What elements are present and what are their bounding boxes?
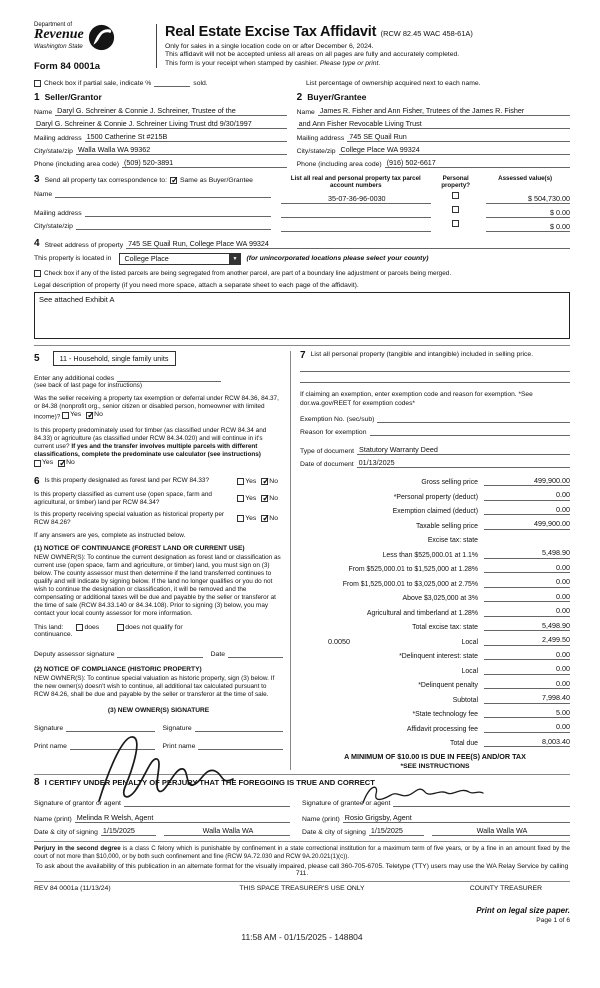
correspondence-name-input[interactable]: [55, 189, 270, 198]
partial-sale-label: Check box if partial sale, indicate %: [44, 80, 152, 87]
tax-line: Agricultural and timberland at 1.28% 0.00: [366, 606, 570, 617]
grantee-date-input[interactable]: 1/15/2025: [369, 827, 424, 836]
tax-line: From $1,525,000.01 to $3,025,000 at 2.75% 0.00: [342, 577, 570, 588]
partial-sale-checkbox[interactable]: [34, 80, 41, 87]
buyer-phone-label: Phone (including area code): [296, 161, 382, 168]
forest-land-no-checkbox[interactable]: [261, 478, 268, 485]
reason-exemption-label: Reason for exemption: [300, 428, 367, 436]
washington-state-label: Washington State: [34, 42, 83, 50]
partial-sale-percent-input[interactable]: [154, 79, 190, 87]
seller-phone-input[interactable]: (509) 520-3891: [122, 159, 287, 168]
parcel-table: [281, 175, 570, 232]
tax-line-value[interactable]: 499,900.00: [484, 519, 570, 530]
seller-mailing-label: Mailing address: [34, 135, 82, 142]
land-qualify-row: This land: does does not qualify for: [34, 623, 183, 631]
segregated-checkbox[interactable]: [34, 270, 41, 277]
tax-line: *Delinquent interest: state 0.00: [399, 649, 570, 661]
parcel-row: [281, 190, 570, 204]
see-instructions-note: *SEE INSTRUCTIONS: [400, 763, 470, 771]
deputy-date-label: Date: [210, 651, 225, 659]
tax-line-value[interactable]: 0.00: [484, 650, 570, 661]
sold-label: sold.: [193, 80, 208, 87]
date-of-document-input[interactable]: 01/13/2025: [357, 459, 570, 468]
segregated-label: Check box if any of the listed parcels are being segregated from another parcel, are part of a boundary line adjustment or parcels being merged.: [44, 269, 452, 277]
historic-property-question: Is this property receiving special valuation as historical property per RCW 84.26?: [34, 510, 225, 526]
buyer-name-label: Name: [296, 109, 315, 116]
reason-exemption-input[interactable]: [370, 427, 571, 436]
buyer-csz-label: City/state/zip: [296, 148, 336, 155]
owner-signature-input[interactable]: [66, 723, 154, 732]
location-dropdown[interactable]: [119, 253, 241, 265]
seller-csz-label: City/state/zip: [34, 148, 73, 155]
land-does-checkbox[interactable]: [76, 624, 83, 631]
owner-print-name-input[interactable]: [70, 741, 155, 750]
seller-name-input-2[interactable]: Daryl G. Schreiner & Connie J. Schreiner Living Trust dtd 9/30/1997: [34, 120, 287, 129]
buyer-mailing-label: Mailing address: [296, 135, 345, 142]
grantee-city-input[interactable]: Walla Walla WA: [432, 827, 570, 836]
minimum-due-note: A MINIMUM OF $10.00 IS DUE IN FEE(S) AND/OR TAX: [344, 752, 526, 762]
grantor-signature-input[interactable]: [124, 798, 290, 807]
buyer-title: Buyer/Grantee: [307, 92, 367, 102]
dor-logo-icon: [88, 24, 115, 56]
tax-line: Gross selling price 499,900.00: [421, 475, 570, 487]
historic-no-checkbox[interactable]: [261, 515, 268, 522]
date-of-document-label: Date of document: [300, 460, 354, 468]
correspondence-csz-input[interactable]: [76, 221, 271, 230]
alternate-format-note: To ask about the availability of this publication in an alternate format for the visually impaired, please call 360-705-6705. Teletype (TTY) users may use the WA Relay Service by calling 711.: [35, 863, 569, 878]
personal-property-input-2[interactable]: [300, 374, 570, 383]
parcel-row: [281, 218, 570, 232]
assessed-value-input[interactable]: $ 504,730.00: [486, 195, 570, 204]
tax-line-value[interactable]: 0.00: [484, 606, 570, 617]
seller-csz-input[interactable]: Walla Walla WA 99362: [76, 146, 287, 155]
street-address-label: Street address of property: [44, 241, 124, 249]
section-5-number: 5: [34, 352, 40, 364]
grantor-name-print-label: Name (print): [34, 816, 72, 824]
street-address-input[interactable]: 745 SE Quail Run, College Place WA 99324: [126, 240, 570, 249]
tax-line: Affidavit processing fee 0.00: [406, 722, 570, 733]
parcel-number-input[interactable]: 35-07-36-96-0030: [281, 195, 432, 204]
grantee-name-print-label: Name (print): [302, 816, 340, 824]
section-6-number: 6: [34, 475, 40, 487]
sec5-exemption-no-checkbox[interactable]: [86, 412, 93, 419]
tax-line-value[interactable]: 5,498.90: [484, 621, 570, 632]
grantee-name-print-input[interactable]: Rosio Grigsby, Agent: [343, 814, 570, 823]
located-in-label: This property is located in: [34, 255, 112, 263]
form-number: Form 84 0001a: [34, 61, 101, 72]
ownership-note: List percentage of ownership acquired next to each name.: [306, 80, 481, 87]
buyer-phone-input[interactable]: (916) 502-6617: [385, 159, 570, 168]
property-section: [34, 239, 570, 339]
assessed-value-input[interactable]: $ 0.00: [486, 209, 570, 218]
buyer-csz-input[interactable]: College Place WA 99324: [339, 146, 570, 155]
tax-line: 0.0050 Local 2,499.50: [328, 635, 570, 646]
personal-property-checkbox[interactable]: [452, 192, 459, 199]
additional-codes-label: Enter any additional codes: [34, 375, 115, 383]
tax-line: Above $3,025,000 at 3% 0.00: [402, 591, 570, 603]
grantee-date-city-label: Date & city of signing: [302, 829, 366, 837]
section-7: [290, 351, 570, 770]
correspondence-name-label: Name: [34, 191, 53, 198]
tax-line-value[interactable]: 0.00: [484, 490, 570, 501]
notice-compliance-text: NEW OWNER(S): To continue special valuation as historic property, sign (3) below. If the new owner(s) doesn't wish to continue, all additional tax calculated pursuant to RCW 84.26, shall be due and payable by the seller or transferor at the time of sale.: [34, 675, 275, 699]
seller-title: Seller/Grantor: [44, 92, 102, 102]
chevron-down-icon: ▼: [229, 254, 240, 264]
section-6: 6 Is this property designated as forest land per RCW 84.33? Yes ✓ No Is this property classified as current use (open space, farm and agricultural, or timber) land per RCW 84.34? Yes ✓ No Is this property receiving special valuation as historical property per RCW 84.26? Yes ✓ No If any answers are yes, complete as instructed below. (1) NOTICE OF CONTINUANCE (FOREST LAND OR CURRENT USE) NEW OWNER(S): To continue the current designation as forest land or classification as current use (open space, farm and agriculture, or timber) land, you must sign on (3) below. The county assessor must then determine if the land transferred continues to qualify and will indicate by signing below. If the land no longer qualifies or you do not wish to continue the designation or classification, it will be removed and the compensating or additional taxes will be due and payable by the seller or transferor at the time of sale (RCW 84.33.140 or 84.34.108). Prior to signing (3) below, you may contact your local county assessor for more information. This land: does does not qualify for continuance. Deputy assessor signature Date (2) NOTICE OF COMPLIANCE (HISTORIC PROPERTY) NEW OWNER(S): To continue special valuation as historic property, sign (3) below. If the new owner(s) doesn't wish to continue, all additional tax calculated pursuant to RCW 84.26, shall be due and payable by the seller or transferor at the time of sale. (3) NEW OWNER(S) SIGNATURE Signature Signature Print name Print name: [34, 477, 283, 750]
additional-codes-input[interactable]: [117, 373, 221, 382]
revenue-wordmark: Revenue: [34, 27, 84, 42]
correspondence-mailing-label: Mailing address: [34, 210, 82, 217]
personal-property-checkbox[interactable]: [452, 206, 459, 213]
owner-print-name-input[interactable]: [198, 741, 283, 750]
seller-name-label: Name: [34, 109, 53, 116]
certify-statement: I CERTIFY UNDER PENALTY OF PERJURY THAT THE FOREGOING IS TRUE AND CORRECT: [44, 778, 375, 788]
correspondence-mailing-input[interactable]: [85, 208, 271, 217]
grantor-signature-label: Signature of grantor or agent: [34, 800, 121, 808]
parcel-number-input[interactable]: [281, 223, 432, 232]
predominate-use-question: Is this property predominately used for timber (as classified under RCW 84.34 and 84.33) or agriculture (as classified under RCW 84.34.020) and will continue in it's current use? If yes and the transfer involves multiple parcels with different classifications, complete the predominate use calculator (see instructions) Yes ✓ No: [34, 427, 283, 470]
parcel-column-header: List all real and personal property tax parcel account numbers: [290, 175, 421, 190]
additional-codes-note: (see back of last page for instructions): [34, 382, 142, 390]
legal-description-input[interactable]: See attached Exhibit A: [34, 292, 570, 339]
same-as-buyer-checkbox[interactable]: [170, 177, 177, 184]
treasurer-space-label: THIS SPACE TREASURER'S USE ONLY: [239, 885, 365, 893]
unincorporated-note: (for unincorporated locations please select your county): [246, 255, 429, 263]
tax-line-value[interactable]: 5,498.90: [484, 548, 570, 559]
parcel-number-input[interactable]: [281, 209, 432, 218]
sec5-exemption-yes-checkbox[interactable]: [62, 412, 69, 419]
seller-name-input[interactable]: Daryl G. Schreiner & Connie J. Schreiner, Trustee of the: [55, 107, 286, 116]
tax-line-value[interactable]: 499,900.00: [484, 476, 570, 487]
current-use-question: Is this property classified as current use (open space, farm and agricultural, or timber) land per RCW 84.34?: [34, 490, 212, 506]
historic-yes-checkbox[interactable]: [237, 515, 244, 522]
notice-compliance-heading: (2) NOTICE OF COMPLIANCE (HISTORIC PROPERTY): [34, 666, 202, 674]
tax-line-value[interactable]: 7,998.40: [484, 693, 570, 704]
tax-line-value: [484, 544, 570, 545]
notice-continuance-heading: (1) NOTICE OF CONTINUANCE (FOREST LAND OR CURRENT USE): [34, 544, 245, 552]
header: [34, 22, 570, 72]
new-owners-signature-heading: (3) NEW OWNER(S) SIGNATURE: [107, 707, 210, 715]
owner-print-name-label: Print name: [34, 743, 67, 751]
type-of-document-input[interactable]: Statutory Warranty Deed: [357, 446, 570, 455]
header-note-3: This form is your receipt when stamped by cashier. Please type or print.: [165, 59, 381, 67]
deputy-date-input[interactable]: [228, 649, 283, 658]
seller-section: [34, 92, 297, 168]
tax-line-value[interactable]: 0.00: [484, 679, 570, 690]
parcel-row: [281, 204, 570, 218]
owner-signature-label: Signature: [34, 725, 64, 733]
section-7-number: 7: [300, 350, 306, 362]
land-does-not-checkbox[interactable]: [117, 624, 124, 631]
deputy-assessor-signature-label: Deputy assessor signature: [34, 651, 115, 659]
deputy-assessor-signature-input[interactable]: [117, 649, 202, 658]
current-use-yes-checkbox[interactable]: [237, 495, 244, 502]
tax-line: Taxable selling price 499,900.00: [415, 519, 570, 530]
correspondence-section: [34, 175, 281, 232]
excise-tax-table: [300, 472, 570, 748]
grantor-city-input[interactable]: Walla Walla WA: [164, 827, 290, 836]
exemption-no-label: Exemption No. (sec/sub): [300, 415, 375, 423]
seller-mailing-input[interactable]: 1500 Catherine St #215B: [85, 133, 287, 142]
exemption-note: If claiming an exemption, enter exemption code and reason for exemption. *See dor.wa.gov/REET for exemption codes*: [300, 391, 533, 407]
tax-line: Total excise tax: state 5,498.90: [412, 620, 570, 632]
location-dropdown-value: College Place: [124, 254, 169, 264]
print-legal-size-note: Print on legal size paper.: [476, 906, 570, 916]
perjury-notice: Perjury in the second degree is a class C felony which is punishable by confinement in a state correctional institution for a maximum term of five years, or by a fine in an amount fixed by the court of not more than $10,000, or by both such confinement and fine (RCW 9A.72.030 and RCW 9A.20.021(1)(c)).: [34, 841, 570, 861]
personal-property-checkbox[interactable]: [452, 220, 459, 227]
forest-land-question: Is this property designated as forest land per RCW 84.33?: [44, 476, 210, 484]
exemption-question: Was the seller receiving a property tax exemption or deferral under RCW 84.36, 84.37, or 84.38 (nonprofit org., senior citizen or disabled person, homeowner with limited income)? Yes ✓ No: [34, 395, 283, 422]
grantor-date-input[interactable]: 1/15/2025: [101, 827, 156, 836]
section-4-number: 4: [34, 237, 40, 249]
tax-line: Less than $525,000.01 at 1.1% 5,498.90: [382, 548, 570, 559]
header-divider: [156, 24, 157, 68]
tax-line: Exemption claimed (deduct) 0.00: [392, 504, 570, 516]
correspondence-csz-label: City/state/zip: [34, 223, 73, 230]
local-rate-value: 0.0050: [328, 636, 350, 646]
section-8-number: 8: [34, 777, 40, 789]
section-5: [34, 351, 283, 469]
owner-print-name-label: Print name: [162, 743, 196, 751]
partial-sale-row: [34, 79, 570, 87]
personal-property-input[interactable]: [300, 363, 570, 372]
footer-row: [34, 881, 570, 892]
header-note-1: Only for sales in a single location code on or after December 6, 2024.: [165, 42, 374, 50]
form-title: Real Estate Excise Tax Affidavit: [165, 24, 377, 40]
tax-line: Excise tax: state: [427, 537, 478, 545]
scan-timestamp: 11:58 AM - 01/15/2025 - 148804: [241, 932, 363, 943]
grantor-date-city-label: Date & city of signing: [34, 829, 98, 837]
continuance-label: continuance.: [34, 630, 73, 638]
owner-signature-label: Signature: [162, 725, 192, 733]
same-as-buyer-label: Same as Buyer/Grantee: [179, 176, 253, 184]
current-use-no-checkbox[interactable]: [261, 495, 268, 502]
tax-line-value[interactable]: 2,499.50: [484, 635, 570, 646]
tax-line: Total due 8,003.40: [450, 736, 570, 748]
county-treasurer-label: COUNTY TREASURER: [469, 885, 542, 893]
seller-phone-label: Phone (including area code): [34, 161, 120, 168]
correspondence-label: Send all property tax correspondence to:: [44, 176, 167, 184]
section-1-number: 1: [34, 92, 40, 103]
type-of-document-label: Type of document: [300, 447, 355, 455]
sec5-predominate-no-checkbox[interactable]: [58, 460, 65, 467]
section-3-number: 3: [34, 174, 40, 185]
rev-number: REV 84 0001a (11/13/24): [34, 885, 111, 893]
header-note-2: This affidavit will not be accepted unless all areas on all pages are fully and accurately completed.: [165, 51, 460, 58]
page-number: Page 1 of 6: [536, 917, 570, 925]
grantee-signature-label: Signature of grantee or agent: [302, 800, 391, 808]
exemption-no-input[interactable]: [377, 414, 570, 423]
personal-property-column-header: Personal property?: [441, 175, 471, 190]
land-use-code-input[interactable]: 11 - Household, single family units: [53, 351, 176, 366]
buyer-name-input[interactable]: James R. Fisher and Ann Fisher, Trutees of the James R. Fisher: [318, 107, 570, 116]
buyer-section: [297, 92, 570, 168]
grantee-signature-input[interactable]: [393, 798, 570, 807]
tax-line: *Personal property (deduct) 0.00: [393, 490, 570, 501]
tax-line-value[interactable]: 0.00: [484, 664, 570, 675]
tax-line-value[interactable]: 0.00: [484, 563, 570, 574]
tax-line-value[interactable]: 0.00: [484, 722, 570, 733]
assessed-value-input[interactable]: $ 0.00: [486, 223, 570, 232]
tax-line: From $525,000.01 to $1,525,000 at 1.28% 0.00: [348, 562, 570, 574]
sec5-predominate-yes-checkbox[interactable]: [34, 460, 41, 467]
tax-line-value[interactable]: 8,003.40: [484, 737, 570, 748]
legal-description-label: Legal description of property (if you need more space, attach a separate sheet to each page of the affidavit).: [34, 281, 359, 289]
tax-line: *State technology fee 5.00: [412, 707, 570, 719]
tax-line-value[interactable]: 5.00: [484, 708, 570, 719]
owner-signature-input[interactable]: [195, 723, 283, 732]
form-title-rcw: (RCW 82.45 WAC 458-61A): [380, 29, 473, 38]
if-any-yes-note: If any answers are yes, complete as instructed below.: [34, 531, 186, 539]
tax-line-value[interactable]: 0.00: [484, 505, 570, 516]
personal-property-label: List all personal property (tangible and intangible) included in selling price.: [310, 351, 534, 359]
buyer-mailing-input[interactable]: 745 SE Quail Run: [347, 133, 570, 142]
buyer-name-input-2[interactable]: and Ann Fisher Revocable Living Trust: [297, 120, 570, 129]
tax-line-value[interactable]: 0.00: [484, 592, 570, 603]
certification-section: [34, 774, 570, 836]
tax-line: *Delinquent penalty 0.00: [418, 678, 570, 690]
notice-continuance-text: NEW OWNER(S): To continue the current designation as forest land or classification as current use (open space, farm and agriculture, or timber) land, you must sign on (3) below. The county assessor must then determine if the land transferred continues to qualify and will indicate by signing below. If the land no longer qualifies or you do not wish to continue the designation or classification, it will be removed and the compensating or additional taxes will be due and payable by the seller or transferor at the time of sale (RCW 84.33.140 or 84.34.108). Prior to signing (3) below, you may contact your local county assessor for more information.: [34, 553, 281, 617]
forest-land-yes-checkbox[interactable]: [237, 478, 244, 485]
grantor-name-print-input[interactable]: Melinda R Welsh, Agent: [75, 814, 290, 823]
tax-line: Local 0.00: [461, 664, 570, 675]
assessed-value-column-header: Assessed value(s): [498, 175, 553, 182]
dept-of-label: Department of: [34, 22, 73, 28]
tax-line: Subtotal 7,998.40: [452, 693, 570, 704]
section-2-number: 2: [296, 92, 303, 103]
tax-line-value[interactable]: 0.00: [484, 577, 570, 588]
